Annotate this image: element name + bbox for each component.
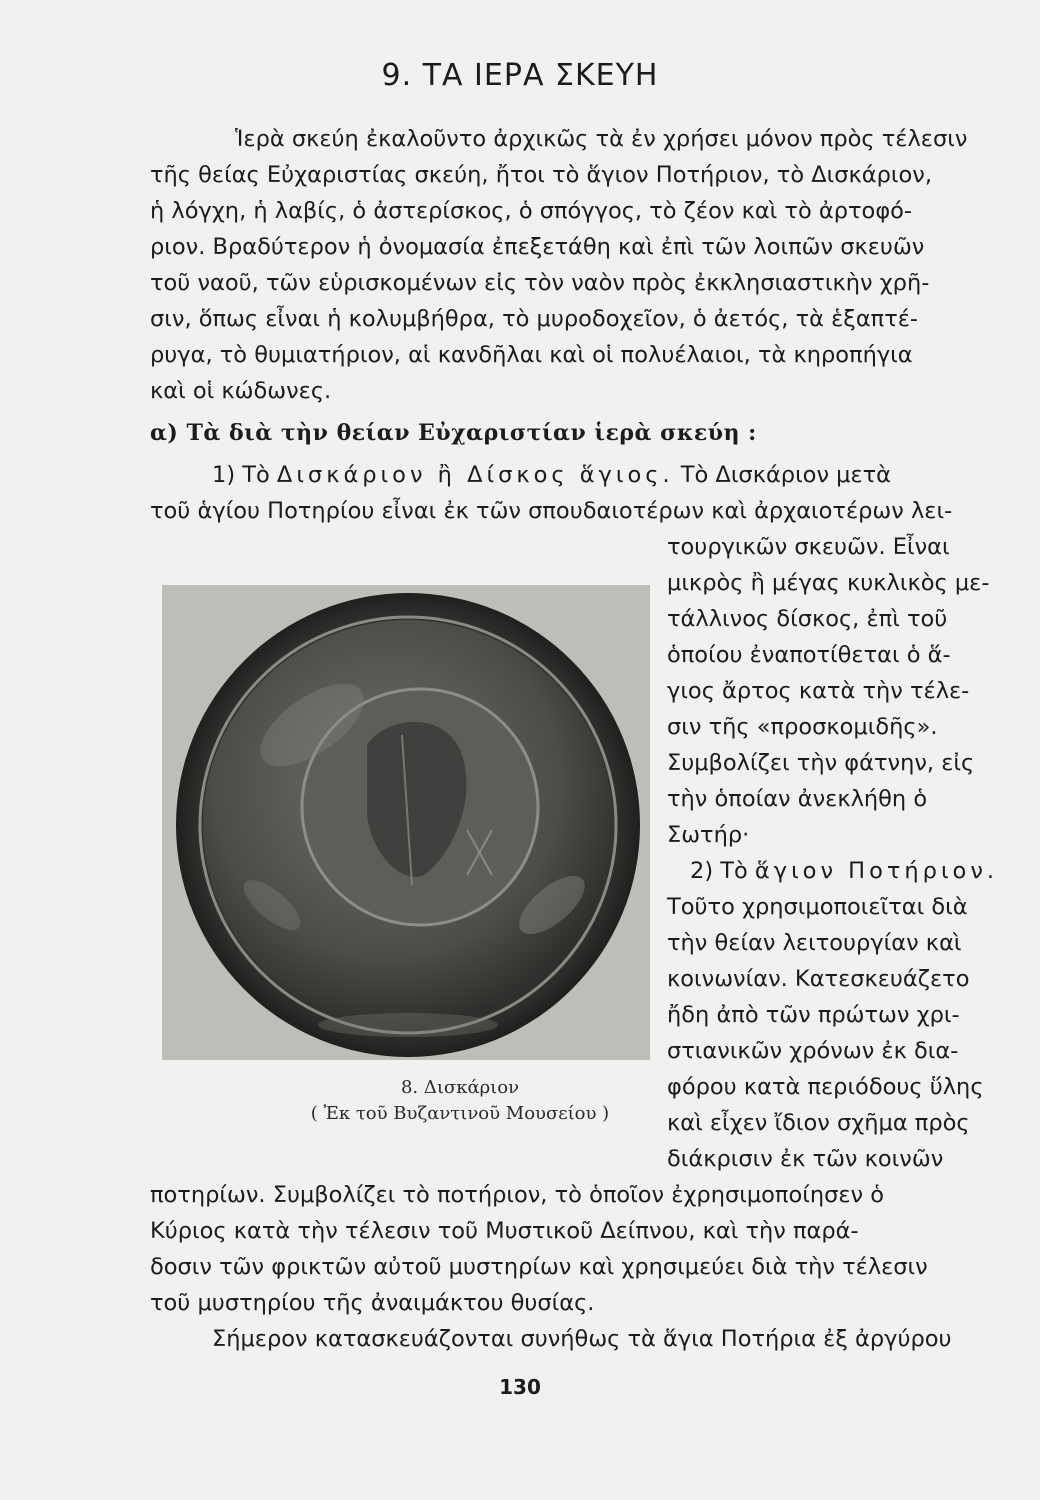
intro-line: καὶ οἱ κώδωνες. [150,378,332,404]
column-line: κοινωνίαν. Κατεσκευάζετο [667,966,970,992]
column-line: στιανικῶν χρόνων ἐκ δια- [667,1038,959,1064]
column-line: τὴν ὁποίαν ἀνεκλήθη ὁ [667,786,928,812]
item1-rest: Τὸ Δισκάριον μετὰ [673,462,892,488]
page-number: 130 [499,1375,541,1399]
column-line: φόρου κατὰ περιόδους ὕλης [667,1074,984,1100]
item1-second-line: τοῦ ἁγίου Ποτηρίου εἶναι ἐκ τῶν σπουδαιοτέρων καὶ ἀρχαιοτέρων λει- [150,498,953,524]
intro-line: σιν, ὅπως εἶναι ἡ κολυμβήθρα, τὸ μυροδοχεῖον, ὁ ἀετός, τὰ ἑξαπτέ- [150,306,919,332]
bottom-line: δοσιν τῶν φρικτῶν αὐτοῦ μυστηρίων καὶ χρησιμεύει διὰ τὴν τέλεσιν [150,1254,928,1280]
column-line: διάκρισιν ἐκ τῶν κοινῶν [667,1146,944,1172]
item2-number: 2) Τὸ [690,858,755,884]
column-line: Σωτήρ· [667,822,750,848]
item1-number: 1) Τὸ [212,462,277,488]
diskarion-photo [162,585,650,1060]
item1-term: Δισκάριον ἢ Δίσκος ἅγιος. [276,462,674,488]
column-line: ὁποίου ἐναποτίθεται ὁ ἅ- [667,642,951,668]
paten-image [162,585,650,1060]
intro-line: Ἱερὰ σκεύη ἐκαλοῦντο ἀρχικῶς τὰ ἐν χρήσει μόνον πρὸς τέλεσιν [235,126,968,152]
figure-caption-number: 8. Δισκάριον [400,1077,520,1098]
bottom-line: ποτηρίων. Συμβολίζει τὸ ποτήριον, τὸ ὁποῖον ἐχρησιμοποίησεν ὁ [150,1182,885,1208]
intro-line: ρυγα, τὸ θυμιατήριον, αἱ κανδῆλαι καὶ οἱ πολυέλαιοι, τὰ κηροπήγια [150,342,913,368]
column-line: σιν τῆς «προσκομιδῆς». [667,714,938,740]
bottom-line: Κύριος κατὰ τὴν τέλεσιν τοῦ Μυστικοῦ Δείπνου, καὶ τὴν παρά- [150,1218,859,1244]
column-line: Τοῦτο χρησιμοποιεῖται διὰ [667,894,968,920]
column-line: καὶ εἶχεν ἴδιον σχῆμα πρὸς [667,1110,970,1136]
column-line: ἤδη ἀπὸ τῶν πρώτων χρι- [667,1002,960,1028]
intro-line: τοῦ ναοῦ, τῶν εὑρισκομένων εἰς τὸν ναὸν πρὸς ἐκκλησιαστικὴν χρῆ- [150,270,930,296]
intro-line: ριον. Βραδύτερον ἡ ὀνομασία ἐπεξετάθη καὶ ἐπὶ τῶν λοιπῶν σκευῶν [150,234,925,260]
intro-line: ἡ λόγχη, ἡ λαβίς, ὁ ἀστερίσκος, ὁ σπόγγος, τὸ ζέον καὶ τὸ ἀρτοφό- [150,198,913,224]
column-line: Συμβολίζει τὴν φάτνην, εἰς [667,750,975,776]
column-line: μικρὸς ἢ μέγας κυκλικὸς με- [667,570,990,596]
item1-first-line [212,460,891,490]
intro-line: τῆς θείας Εὐχαριστίας σκεύη, ἤτοι τὸ ἅγιον Ποτήριον, τὸ Δισκάριον, [150,162,933,188]
column-line: γιος ἄρτος κατὰ τὴν τέλε- [667,678,970,704]
section-heading: α) Τὰ διὰ τὴν θείαν Εὐχαριστίαν ἱερὰ σκεύη : [150,420,757,446]
bottom-line: Σήμερον κατασκευάζονται συνήθως τὰ ἅγια Ποτήρια ἐξ ἀργύρου [212,1326,952,1352]
chapter-title: 9. ΤΑ ΙΕΡΑ ΣΚΕΥΗ [381,58,659,93]
figure-caption-source: ( Ἐκ τοῦ Βυζαντινοῦ Μουσείου ) [310,1103,610,1124]
column-line: τουργικῶν σκευῶν. Εἶναι [667,534,950,560]
item2-term: ἅγιον Ποτήριον. [754,858,999,884]
column-line: τὴν θείαν λειτουργίαν καὶ [667,930,962,956]
column-line: τάλλινος δίσκος, ἐπὶ τοῦ [667,606,948,632]
item2-first-line [690,856,998,886]
bottom-line: τοῦ μυστηρίου τῆς ἀναιμάκτου θυσίας. [150,1290,595,1316]
